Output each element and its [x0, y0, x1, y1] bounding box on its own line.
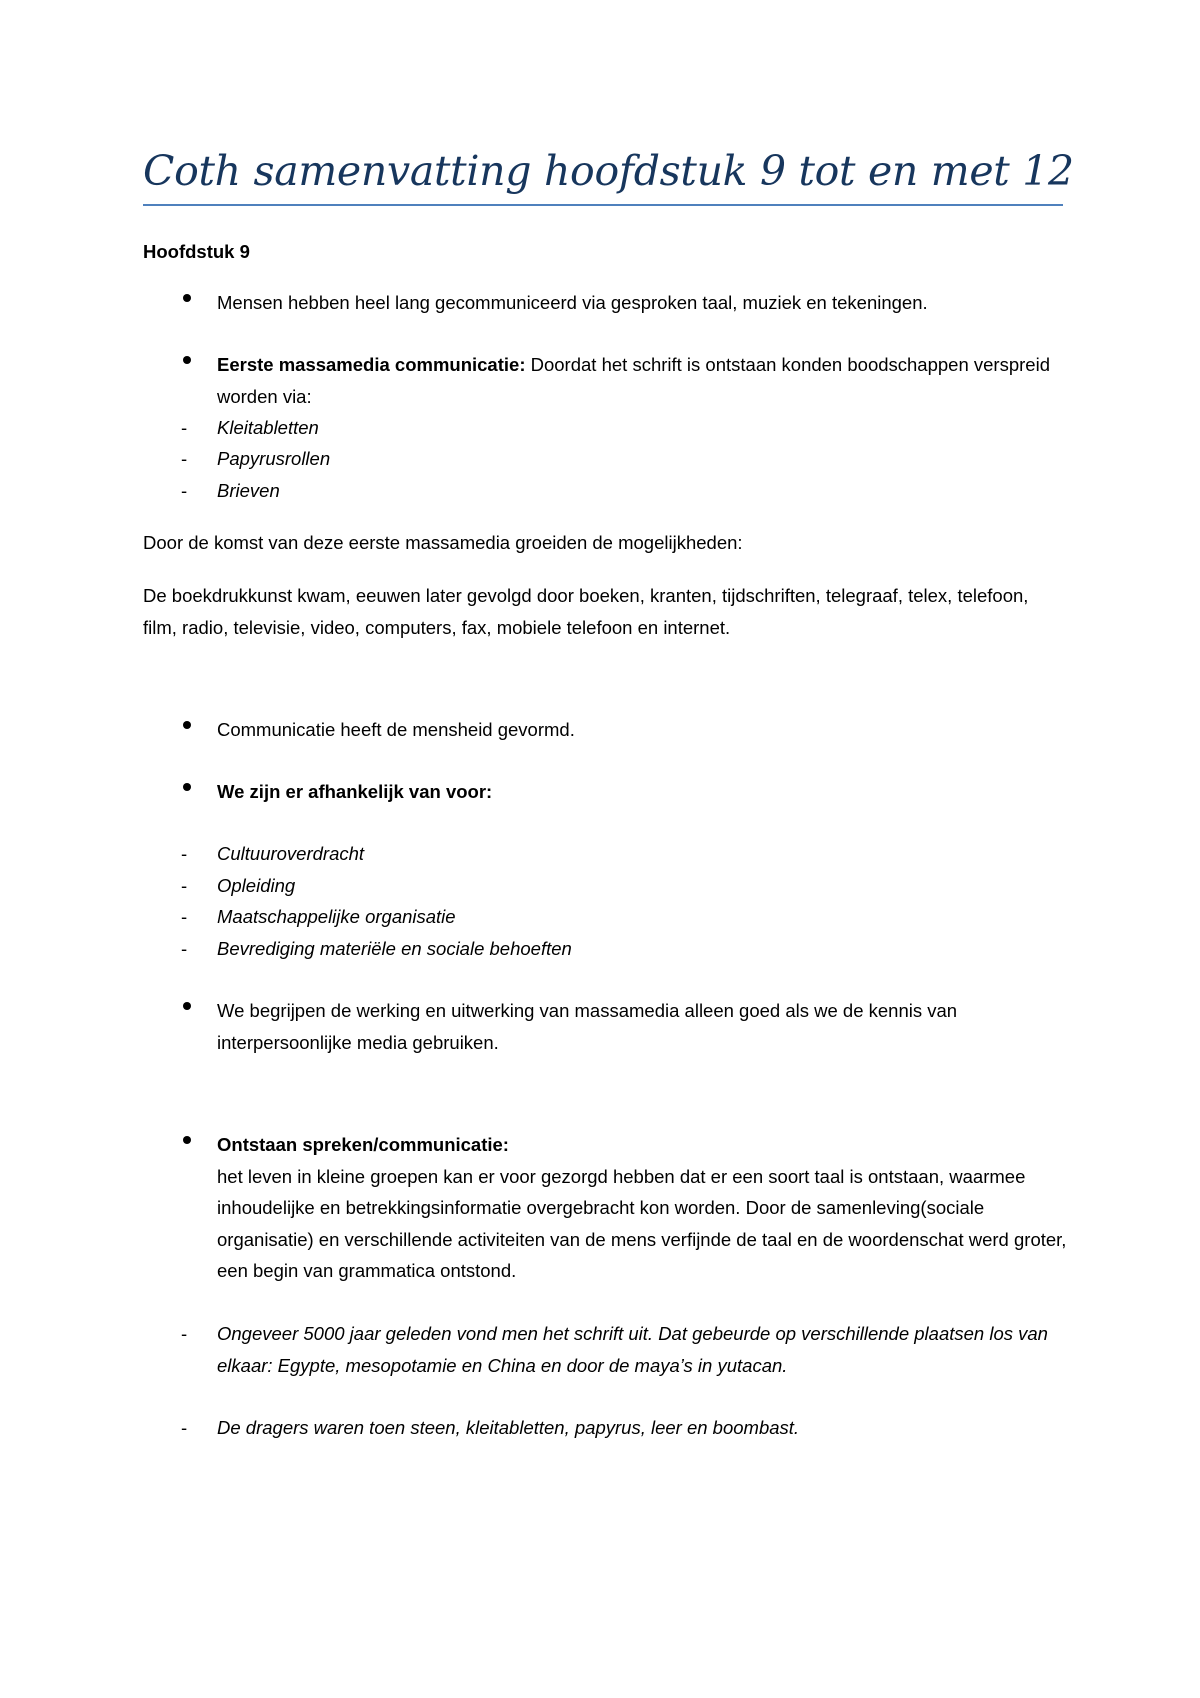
- bullet-item-1: Mensen hebben heel lang gecommuniceerd via gesproken taal, muziek en tekeningen.: [217, 292, 928, 313]
- dash-marker: -: [181, 843, 188, 864]
- dash-marker: -: [181, 938, 188, 959]
- dash-item-1: Ongeveer 5000 jaar geleden vond men het schrift uit. Dat gebeurde op verschillende plaatsen los van elkaar: Egypte, mesopotamie en China en door de maya’s in yutacan.: [217, 1323, 1048, 1376]
- bullet-icon: [183, 721, 191, 729]
- bullet-item-6: [217, 1129, 1067, 1287]
- title-block: [143, 146, 1074, 206]
- bullet-item-2-lead: Eerste massamedia communicatie:: [217, 354, 526, 375]
- bullet-icon: [183, 783, 191, 791]
- bullet-icon: [183, 294, 191, 302]
- bullet-item-6-text: het leven in kleine groepen kan er voor gezorgd hebben dat er een soort taal is ontstaan, waarmee inhoudelijke en betrekkingsinformatie overgebracht kon worden. Door de samenleving(sociale organisatie) en verschillende activiteiten van de mens verfijnde de taal en de woordenschat werd groter, een begin van grammatica ontstond.: [217, 1165, 1067, 1281]
- dash-marker: -: [181, 906, 188, 927]
- dash-marker: -: [181, 1323, 188, 1344]
- list-item: Brieven: [217, 480, 280, 501]
- paragraph-1: Door de komst van deze eerste massamedia groeiden de mogelijkheden:: [143, 532, 743, 553]
- dash-marker: -: [181, 417, 188, 438]
- dash-marker: -: [181, 1417, 188, 1438]
- dash-marker: -: [181, 480, 188, 501]
- section-heading: Hoofdstuk 9: [143, 241, 250, 262]
- dash-marker: -: [181, 448, 188, 469]
- bullet-item-5: We begrijpen de werking en uitwerking van massamedia alleen goed als we de kennis van interpersoonlijke media gebruiken.: [217, 1000, 958, 1053]
- list-item: Bevrediging materiële en sociale behoeften: [217, 938, 572, 959]
- bullet-item-3: Communicatie heeft de mensheid gevormd.: [217, 719, 575, 740]
- list-item: Kleitabletten: [217, 417, 319, 438]
- bullet-item-6-lead: Ontstaan spreken/communicatie:: [217, 1134, 509, 1155]
- list-item: Maatschappelijke organisatie: [217, 906, 456, 927]
- bullet-icon: [183, 356, 191, 364]
- page-title: Coth samenvatting hoofdstuk 9 tot en met 12: [143, 147, 1074, 195]
- list-item: Cultuuroverdracht: [217, 843, 365, 864]
- list-item: Opleiding: [217, 875, 296, 896]
- dash-marker: -: [181, 875, 188, 896]
- dash-item-2: De dragers waren toen steen, kleitabletten, papyrus, leer en boombast.: [217, 1417, 800, 1438]
- bullet-item-4: We zijn er afhankelijk van voor:: [217, 781, 493, 802]
- bullet-icon: [183, 1002, 191, 1010]
- list-item: Papyrusrollen: [217, 448, 331, 469]
- bullet-item-2-text: Doordat het schrift is ontstaan konden boodschappen verspreid worden via:: [217, 354, 1050, 407]
- bullet-item-2: [217, 349, 1067, 412]
- paragraph-2: De boekdrukkunst kwam, eeuwen later gevolgd door boeken, kranten, tijdschriften, telegraaf, telex, telefoon, film, radio, televisie, video, computers, fax, mobiele telefoon en internet.: [143, 585, 1029, 638]
- bullet-icon: [183, 1136, 191, 1144]
